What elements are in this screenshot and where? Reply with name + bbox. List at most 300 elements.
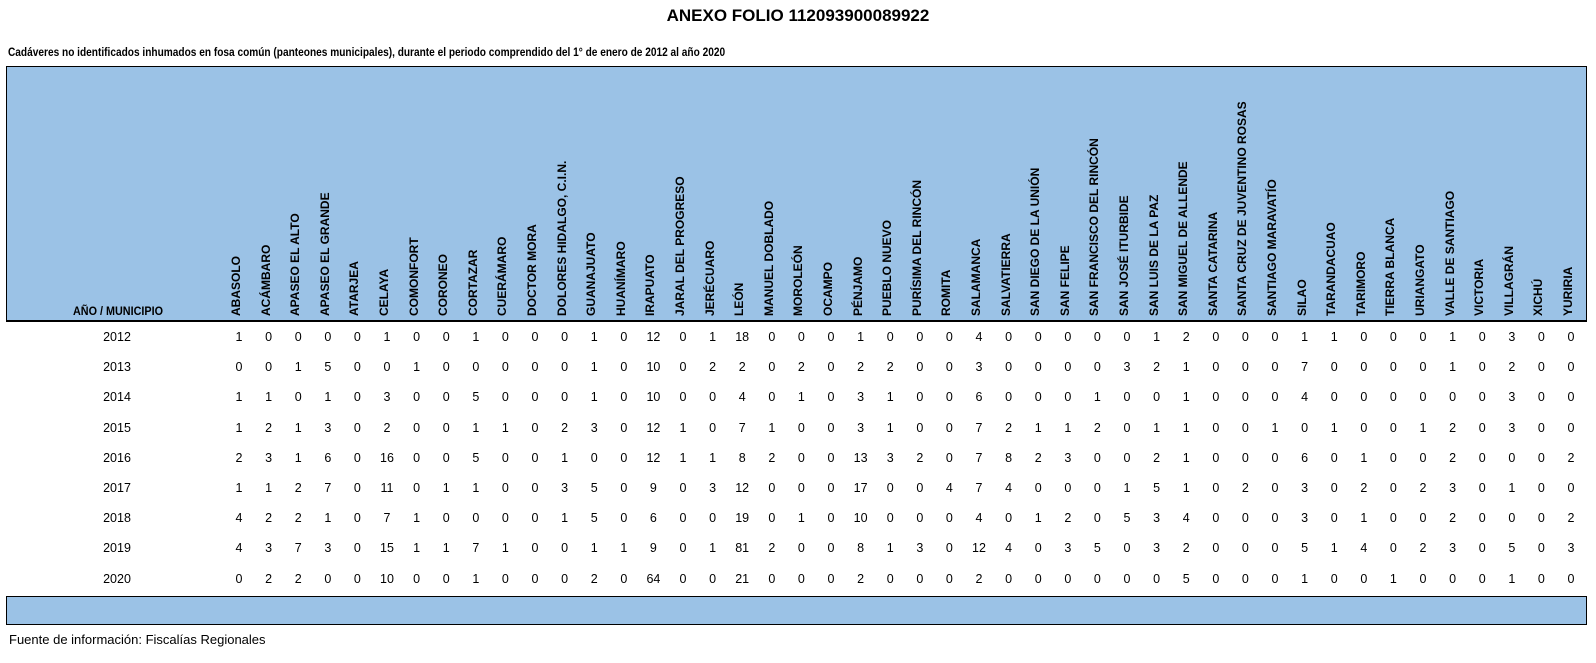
- table-cell: 0: [1537, 450, 1545, 465]
- table-cell: 1: [709, 541, 717, 556]
- column-header: [910, 64, 940, 320]
- table-cell: 2: [709, 360, 717, 375]
- table-cell: 4: [235, 511, 243, 526]
- column-header: [1531, 64, 1561, 320]
- column-header: [1561, 64, 1591, 320]
- table-cell: 2: [1567, 511, 1575, 526]
- column-header-label: SALVATIERRA: [998, 233, 1013, 316]
- table-cell: 1: [1034, 511, 1042, 526]
- table-cell: 3: [1123, 360, 1131, 375]
- column-header-label: IRAPUATO: [643, 254, 658, 316]
- column-header: [1235, 64, 1265, 320]
- table-cell: 0: [768, 571, 776, 586]
- table-cell: 0: [1153, 571, 1161, 586]
- table-cell: 2: [886, 360, 894, 375]
- table-cell: 0: [1241, 330, 1249, 344]
- column-header: [1117, 64, 1147, 320]
- table-cell: 0: [768, 330, 776, 344]
- table-cell: 1: [1449, 360, 1457, 375]
- table-cell: 0: [1478, 541, 1486, 556]
- table-cell: 3: [1508, 390, 1516, 405]
- table-cell: 0: [1330, 450, 1338, 465]
- table-cell: 1: [1182, 450, 1190, 465]
- table-cell: 0: [531, 541, 539, 556]
- column-header-label: CELAYA: [377, 268, 391, 316]
- table-cell: 1: [294, 420, 302, 435]
- table-cell: 9: [649, 480, 657, 495]
- column-header-label: DOLORES HIDALGO, C.I.N.: [554, 160, 569, 316]
- table-cell: 0: [945, 360, 953, 375]
- table-row: [6, 473, 1587, 503]
- column-header-label: TIERRA BLANCA: [1383, 217, 1398, 316]
- table-cell: 19: [735, 511, 750, 526]
- table-cell: 7: [975, 450, 983, 465]
- table-cell: 0: [916, 571, 924, 586]
- table-cell: 2: [1153, 450, 1161, 465]
- column-header-label: COMONFORT: [406, 237, 421, 316]
- table-cell: 0: [1330, 571, 1338, 586]
- table-cell: 1: [1508, 571, 1516, 586]
- table-cell: 0: [1064, 480, 1072, 495]
- column-header: [288, 64, 318, 320]
- table-cell: 0: [1478, 480, 1486, 495]
- table-cell: 0: [945, 330, 953, 344]
- table-cell: 1: [590, 360, 598, 375]
- column-header-label: GUANAJUATO: [584, 232, 599, 316]
- table-cell: 0: [501, 330, 509, 344]
- table-cell: 1: [1301, 330, 1309, 344]
- table-cell: 0: [1537, 390, 1545, 405]
- table-cell: 1: [324, 511, 332, 526]
- table-cell: 0: [916, 330, 924, 344]
- table-cell: 0: [1360, 360, 1368, 375]
- table-cell: 3: [709, 480, 717, 495]
- table-cell: 0: [1034, 390, 1042, 405]
- column-header-label: LEÓN: [732, 282, 747, 316]
- table-cell: 7: [975, 420, 983, 435]
- table-cell: 8: [1005, 450, 1013, 465]
- column-header-label: CORONEO: [436, 253, 451, 316]
- table-cell: 18: [735, 330, 750, 344]
- table-cell: 0: [1123, 571, 1131, 586]
- table-cell: 0: [1537, 511, 1545, 526]
- table-cell: 1: [797, 390, 805, 405]
- table-cell: 5: [324, 360, 332, 375]
- table-cell: 2: [1449, 511, 1457, 526]
- table-cell: 1: [1182, 480, 1190, 495]
- table-cell: 1: [235, 390, 243, 405]
- table-cell: 1: [1182, 390, 1190, 405]
- table-cell: 81: [735, 541, 750, 556]
- table-cell: 2: [1093, 420, 1101, 435]
- table-cell: 0: [945, 511, 953, 526]
- table-header: [6, 66, 1587, 322]
- table-cell: 2: [916, 450, 924, 465]
- table-cell: 2: [738, 360, 746, 375]
- table-cell: 2: [294, 571, 302, 586]
- table-cell: 3: [324, 541, 332, 556]
- table-cell: 1: [1360, 450, 1368, 465]
- table-cell: 2: [561, 420, 569, 435]
- table-cell: 0: [620, 330, 628, 344]
- table-cell: 0: [1537, 330, 1545, 344]
- table-cell: 0: [1478, 511, 1486, 526]
- table-cell: 0: [1212, 390, 1220, 405]
- table-cell: 3: [265, 450, 273, 465]
- table-cell: 10: [646, 390, 661, 405]
- column-header: [969, 64, 999, 320]
- table-cell: 2: [1419, 480, 1427, 495]
- table-cell: 0: [1034, 571, 1042, 586]
- table-cell: 1: [472, 571, 480, 586]
- column-header: [525, 64, 555, 320]
- table-cell: 2: [1182, 330, 1190, 344]
- table-cell: 0: [1123, 420, 1131, 435]
- table-cell: 0: [1419, 360, 1427, 375]
- table-cell: 0: [916, 360, 924, 375]
- table-cell: 0: [1389, 420, 1397, 435]
- table-cell: 3: [383, 390, 391, 405]
- table-cell: 0: [1093, 330, 1101, 344]
- table-cell: 3: [265, 541, 273, 556]
- data-table: [6, 66, 1587, 594]
- column-header: [407, 64, 437, 320]
- table-cell: 0: [679, 541, 687, 556]
- table-cell: 0: [1123, 390, 1131, 405]
- table-cell: 1: [235, 480, 243, 495]
- table-cell: 1: [1153, 420, 1161, 435]
- table-cell: 0: [265, 360, 273, 375]
- table-cell: 2: [235, 450, 243, 465]
- table-cell: 0: [561, 571, 569, 586]
- table-cell: 0: [827, 511, 835, 526]
- table-cell: 0: [916, 420, 924, 435]
- table-cell: 0: [501, 360, 509, 375]
- table-cell: 0: [1360, 420, 1368, 435]
- table-cell: 0: [1330, 511, 1338, 526]
- column-header: [1324, 64, 1354, 320]
- table-cell: 0: [353, 480, 361, 495]
- table-cell: 3: [886, 450, 894, 465]
- table-cell: 0: [1241, 571, 1249, 586]
- table-cell: 13: [853, 450, 868, 465]
- year-cell: 2015: [103, 420, 131, 435]
- table-cell: 1: [1449, 330, 1457, 344]
- column-header: [495, 64, 525, 320]
- column-header: [1265, 64, 1295, 320]
- table-cell: 0: [679, 330, 687, 344]
- table-cell: 10: [646, 360, 661, 375]
- column-header: [880, 64, 910, 320]
- table-cell: 7: [1301, 360, 1309, 375]
- table-cell: 1: [442, 541, 450, 556]
- table-cell: 0: [1419, 330, 1427, 344]
- table-cell: 0: [1153, 390, 1161, 405]
- table-cell: 0: [531, 360, 539, 375]
- table-cell: 0: [1567, 360, 1575, 375]
- table-cell: 0: [1093, 360, 1101, 375]
- table-cell: 1: [709, 450, 717, 465]
- table-cell: 0: [413, 571, 421, 586]
- table-cell: 1: [590, 330, 598, 344]
- table-cell: 0: [472, 360, 480, 375]
- table-cell: 0: [620, 480, 628, 495]
- table-cell: 0: [1123, 330, 1131, 344]
- table-cell: 0: [768, 390, 776, 405]
- table-cell: 5: [1301, 541, 1309, 556]
- table-cell: 1: [679, 450, 687, 465]
- table-cell: 0: [1271, 330, 1279, 344]
- column-header: [1502, 64, 1532, 320]
- table-cell: 0: [620, 450, 628, 465]
- table-cell: 0: [797, 541, 805, 556]
- table-cell: 1: [1508, 480, 1516, 495]
- table-cell: 0: [1241, 450, 1249, 465]
- table-cell: 7: [324, 480, 332, 495]
- table-cell: 1: [1330, 330, 1338, 344]
- table-cell: 3: [324, 420, 332, 435]
- table-cell: 0: [353, 511, 361, 526]
- column-header: [1147, 64, 1177, 320]
- table-cell: 2: [1182, 541, 1190, 556]
- table-cell: 0: [827, 360, 835, 375]
- table-cell: 16: [380, 450, 394, 465]
- table-cell: 0: [413, 480, 421, 495]
- table-cell: 0: [501, 571, 509, 586]
- column-header: [1087, 64, 1117, 320]
- column-header: [791, 64, 821, 320]
- table-cell: 5: [1123, 511, 1131, 526]
- table-cell: 2: [1567, 450, 1575, 465]
- table-cell: 0: [1301, 420, 1309, 435]
- table-cell: 0: [1508, 511, 1516, 526]
- table-cell: 0: [1064, 390, 1072, 405]
- table-cell: 0: [1389, 541, 1397, 556]
- table-cell: 0: [1508, 450, 1516, 465]
- table-cell: 5: [472, 450, 480, 465]
- column-header: [1028, 64, 1058, 320]
- column-header-label: SANTIAGO MARAVATÍO: [1265, 179, 1279, 316]
- table-cell: 0: [1419, 390, 1427, 405]
- table-cell: 1: [265, 480, 273, 495]
- column-header: [1295, 64, 1325, 320]
- table-cell: 0: [1241, 360, 1249, 375]
- table-cell: 1: [886, 420, 894, 435]
- table-cell: 7: [472, 541, 480, 556]
- table-cell: 0: [1330, 360, 1338, 375]
- table-cell: 6: [1301, 450, 1309, 465]
- table-cell: 3: [975, 360, 983, 375]
- table-cell: 3: [590, 420, 598, 435]
- table-cell: 0: [916, 390, 924, 405]
- table-cell: 0: [827, 571, 835, 586]
- column-header: [259, 64, 289, 320]
- year-cell: 2018: [103, 511, 131, 526]
- table-cell: 2: [1241, 480, 1249, 495]
- table-cell: 3: [1449, 541, 1457, 556]
- table-cell: 0: [1093, 480, 1101, 495]
- table-cell: 6: [324, 450, 332, 465]
- table-row: [6, 352, 1587, 382]
- table-cell: 0: [442, 571, 450, 586]
- column-header-label: MOROLEÓN: [791, 245, 806, 316]
- table-cell: 0: [827, 541, 835, 556]
- table-cell: 2: [857, 360, 865, 375]
- table-cell: 10: [380, 571, 394, 586]
- table-cell: 0: [1567, 420, 1575, 435]
- year-cell: 2019: [103, 541, 131, 556]
- table-cell: 1: [1301, 571, 1309, 586]
- table-row: [6, 503, 1587, 533]
- column-header-label: URIANGATO: [1413, 244, 1427, 316]
- corner-label: AÑO / MUNICIPIO: [72, 304, 163, 318]
- table-cell: 1: [797, 511, 805, 526]
- table-cell: 2: [265, 511, 273, 526]
- table-cell: 1: [679, 420, 687, 435]
- table-cell: 0: [1389, 480, 1397, 495]
- table-cell: 0: [1389, 511, 1397, 526]
- table-cell: 0: [1330, 390, 1338, 405]
- table-cell: 2: [590, 571, 598, 586]
- table-cell: 0: [1271, 571, 1279, 586]
- column-header-label: SILAO: [1294, 279, 1309, 316]
- table-cell: 0: [1478, 390, 1486, 405]
- table-cell: 1: [590, 390, 598, 405]
- table-cell: 12: [972, 541, 986, 556]
- table-cell: 1: [1182, 420, 1190, 435]
- table-cell: 0: [1241, 420, 1249, 435]
- column-header-label: ABASOLO: [229, 256, 243, 316]
- table-cell: 0: [413, 390, 421, 405]
- table-cell: 0: [501, 480, 509, 495]
- column-header-label: VALLE DE SANTIAGO: [1442, 190, 1457, 316]
- table-cell: 3: [1567, 541, 1575, 556]
- table-cell: 0: [442, 330, 450, 344]
- table-cell: 1: [1034, 420, 1042, 435]
- table-row: [6, 322, 1587, 352]
- column-header-label: SAN FRANCISCO DEL RINCÓN: [1087, 138, 1102, 316]
- table-footer-bar: [6, 596, 1587, 625]
- column-header-label: SAN LUIS DE LA PAZ: [1146, 194, 1161, 316]
- table-cell: 7: [294, 541, 302, 556]
- table-cell: 1: [413, 511, 421, 526]
- table-body: [6, 322, 1587, 594]
- table-cell: 1: [472, 420, 480, 435]
- table-cell: 3: [1153, 511, 1161, 526]
- column-header: [584, 64, 614, 320]
- table-cell: 0: [1005, 330, 1013, 344]
- table-cell: 0: [1034, 360, 1042, 375]
- table-cell: 0: [561, 541, 569, 556]
- table-cell: 64: [646, 571, 661, 586]
- table-cell: 2: [768, 541, 776, 556]
- column-header: [614, 64, 644, 320]
- table-cell: 2: [1034, 450, 1042, 465]
- table-cell: 0: [1389, 360, 1397, 375]
- table-cell: 0: [886, 480, 894, 495]
- table-cell: 1: [1182, 360, 1190, 375]
- table-cell: 0: [620, 511, 628, 526]
- table-cell: 1: [768, 420, 776, 435]
- table-cell: 1: [1153, 330, 1161, 344]
- table-cell: 3: [561, 480, 569, 495]
- column-header: [703, 64, 733, 320]
- column-header: [436, 64, 466, 320]
- column-header-label: JARAL DEL PROGRESO: [673, 176, 687, 316]
- table-cell: 12: [646, 420, 661, 435]
- table-cell: 0: [1271, 511, 1279, 526]
- table-cell: 0: [413, 420, 421, 435]
- table-cell: 0: [353, 330, 361, 344]
- table-row: [6, 533, 1587, 563]
- table-cell: 0: [1212, 511, 1220, 526]
- table-cell: 1: [1389, 571, 1397, 586]
- table-cell: 2: [383, 420, 391, 435]
- table-cell: 1: [886, 541, 894, 556]
- table-cell: 0: [1034, 541, 1042, 556]
- table-cell: 0: [442, 360, 450, 375]
- table-cell: 2: [265, 420, 273, 435]
- table-cell: 0: [1271, 360, 1279, 375]
- table-cell: 0: [383, 360, 391, 375]
- table-cell: 0: [294, 390, 302, 405]
- table-cell: 0: [353, 571, 361, 586]
- table-cell: 0: [1241, 390, 1249, 405]
- table-cell: 2: [1419, 541, 1427, 556]
- table-cell: 1: [886, 390, 894, 405]
- table-cell: 0: [531, 571, 539, 586]
- table-cell: 0: [709, 571, 717, 586]
- table-cell: 4: [1182, 511, 1190, 526]
- table-cell: 5: [1093, 541, 1101, 556]
- table-cell: 4: [975, 511, 983, 526]
- table-cell: 1: [1330, 420, 1338, 435]
- table-cell: 5: [1153, 480, 1161, 495]
- table-cell: 0: [1271, 390, 1279, 405]
- table-row: [6, 564, 1587, 594]
- column-header-label: APASEO EL ALTO: [288, 213, 303, 316]
- table-cell: 0: [1005, 511, 1013, 526]
- column-header: [1443, 64, 1473, 320]
- table-cell: 0: [1005, 360, 1013, 375]
- table-cell: 0: [1389, 390, 1397, 405]
- table-cell: 0: [1034, 330, 1042, 344]
- column-header-label: TARANDACUAO: [1324, 222, 1339, 316]
- table-cell: 2: [1064, 511, 1072, 526]
- column-header: [377, 64, 407, 320]
- table-cell: 0: [886, 511, 894, 526]
- table-cell: 0: [353, 420, 361, 435]
- table-cell: 1: [294, 360, 302, 375]
- table-cell: 1: [472, 480, 480, 495]
- table-cell: 2: [1449, 450, 1457, 465]
- table-row: [6, 382, 1587, 412]
- column-header: [851, 64, 881, 320]
- table-row: [6, 443, 1587, 473]
- table-cell: 0: [1478, 420, 1486, 435]
- table-cell: 0: [442, 450, 450, 465]
- table-cell: 12: [646, 330, 661, 344]
- column-header: [939, 64, 969, 320]
- table-cell: 2: [265, 571, 273, 586]
- year-cell: 2013: [103, 360, 131, 375]
- table-cell: 4: [1301, 390, 1309, 405]
- table-cell: 0: [827, 480, 835, 495]
- table-cell: 0: [442, 511, 450, 526]
- table-cell: 0: [1360, 390, 1368, 405]
- table-cell: 0: [324, 571, 332, 586]
- column-header-label: VILLAGRÁN: [1501, 246, 1516, 316]
